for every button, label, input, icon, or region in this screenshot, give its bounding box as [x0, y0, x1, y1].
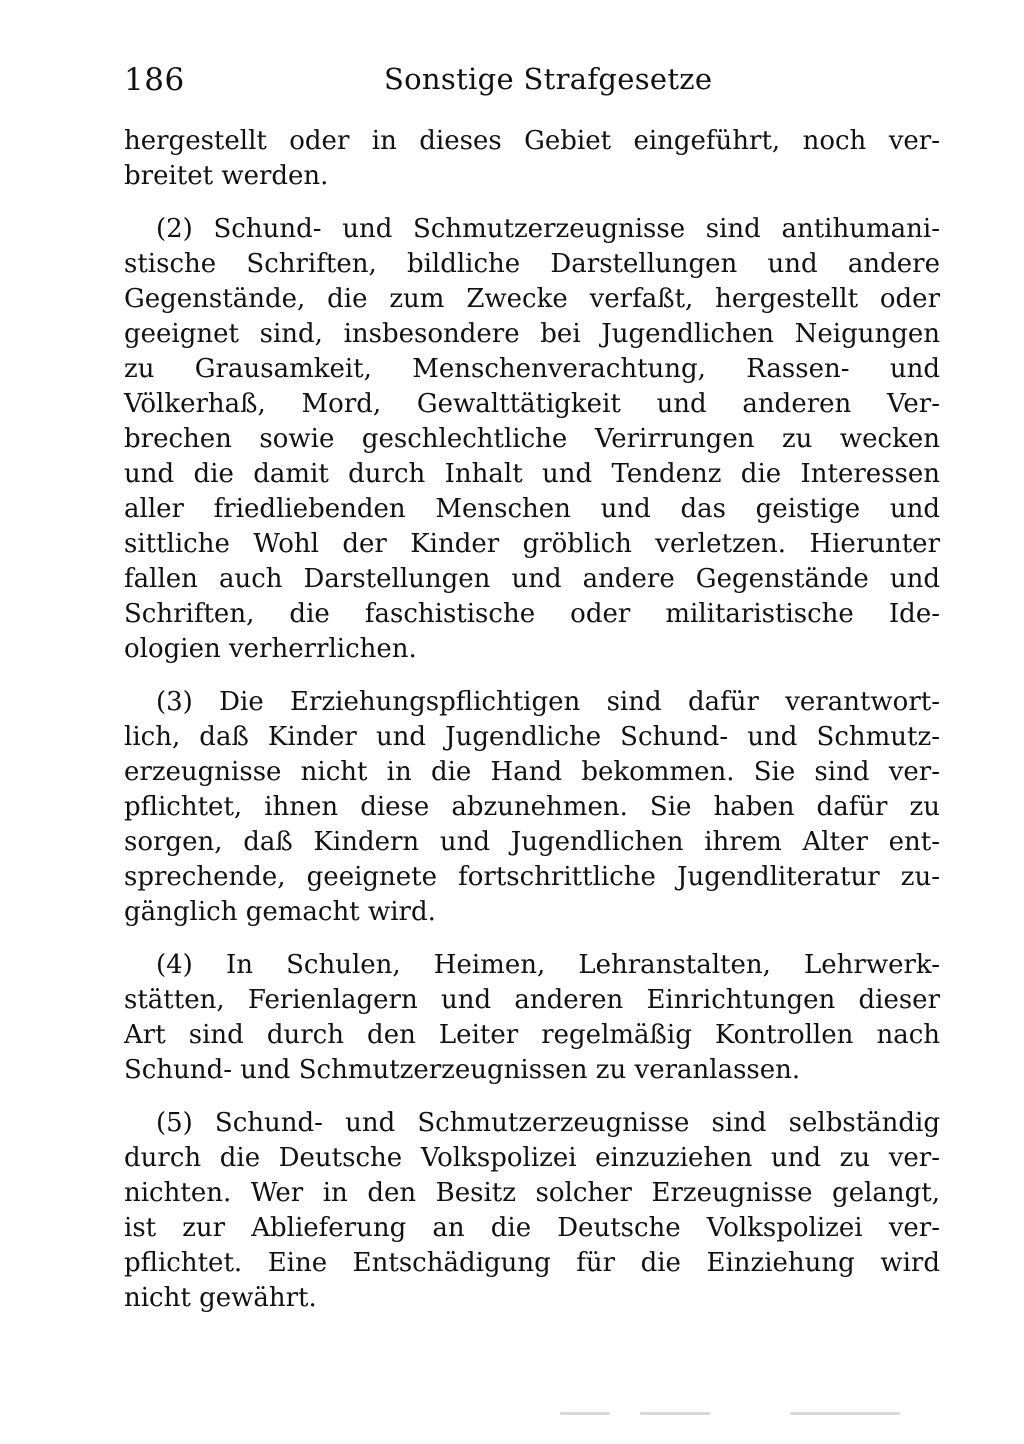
text-line: ist zur Ablieferung an die Deutsche Volkspolizei ver-	[124, 1213, 940, 1243]
text-line: sorgen, daß Kindern und Jugendlichen ihrem Alter ent-	[124, 827, 940, 857]
text-line: geeignet sind, insbesondere bei Jugendlichen Neigungen	[124, 319, 940, 349]
text-line: Völkerhaß, Mord, Gewalttätigkeit und anderen Ver-	[124, 389, 940, 419]
text-line: stätten, Ferienlagern und anderen Einrichtungen dieser	[124, 985, 940, 1015]
body-text	[124, 124, 940, 1316]
paragraph-3	[124, 685, 940, 930]
text-line: stische Schriften, bildliche Darstellungen und andere	[124, 249, 940, 279]
bleed-through-mark	[790, 1412, 900, 1415]
text-line: breitet werden.	[124, 161, 329, 191]
text-line: und die damit durch Inhalt und Tendenz die Interessen	[124, 459, 940, 489]
text-line: lich, daß Kinder und Jugendliche Schund- und Schmutz-	[124, 722, 940, 752]
text-line: zu Grausamkeit, Menschenverachtung, Rassen- und	[124, 354, 940, 384]
text-line: (4) In Schulen, Heimen, Lehranstalten, Lehrwerk-	[156, 950, 940, 980]
text-line: (5) Schund- und Schmutzerzeugnisse sind selbständig	[156, 1108, 940, 1138]
bleed-through-mark	[640, 1412, 710, 1415]
text-line: durch die Deutsche Volkspolizei einzuziehen und zu ver-	[124, 1143, 940, 1173]
text-line: sprechende, geeignete fortschrittliche Jugendliteratur zu-	[124, 862, 940, 892]
paragraph-5	[124, 1106, 940, 1316]
page-number: 186	[124, 62, 185, 98]
paragraph-continuation	[124, 124, 940, 194]
text-line: Schund- und Schmutzerzeugnissen zu veranlassen.	[124, 1055, 801, 1085]
page-header	[124, 62, 924, 102]
text-line: pflichtet, ihnen diese abzunehmen. Sie haben dafür zu	[124, 792, 940, 822]
text-line: Art sind durch den Leiter regelmäßig Kontrollen nach	[124, 1020, 940, 1050]
text-line: Gegenstände, die zum Zwecke verfaßt, hergestellt oder	[124, 284, 940, 314]
text-line: brechen sowie geschlechtliche Verirrungen zu wecken	[124, 424, 940, 454]
text-line: (2) Schund- und Schmutzerzeugnisse sind antihumani-	[156, 214, 940, 244]
text-line: gänglich gemacht wird.	[124, 897, 436, 927]
text-line: hergestellt oder in dieses Gebiet eingeführt, noch ver-	[124, 126, 940, 156]
text-line: pflichtet. Eine Entschädigung für die Einziehung wird	[124, 1248, 940, 1278]
text-line: ologien verherrlichen.	[124, 634, 417, 664]
text-line: nichten. Wer in den Besitz solcher Erzeugnisse gelangt,	[124, 1178, 940, 1208]
text-line: Schriften, die faschistische oder militaristische Ide-	[124, 599, 940, 629]
paragraph-4	[124, 948, 940, 1088]
text-line: nicht gewährt.	[124, 1283, 317, 1313]
text-line: aller friedliebenden Menschen und das geistige und	[124, 494, 940, 524]
text-line: fallen auch Darstellungen und andere Gegenstände und	[124, 564, 940, 594]
running-title: Sonstige Strafgesetze	[384, 62, 713, 96]
text-line: sittliche Wohl der Kinder gröblich verletzen. Hierunter	[124, 529, 940, 559]
paragraph-2	[124, 212, 940, 667]
bleed-through-mark	[560, 1412, 610, 1415]
text-line: erzeugnisse nicht in die Hand bekommen. Sie sind ver-	[124, 757, 940, 787]
text-line: (3) Die Erziehungspflichtigen sind dafür verantwort-	[156, 687, 940, 717]
